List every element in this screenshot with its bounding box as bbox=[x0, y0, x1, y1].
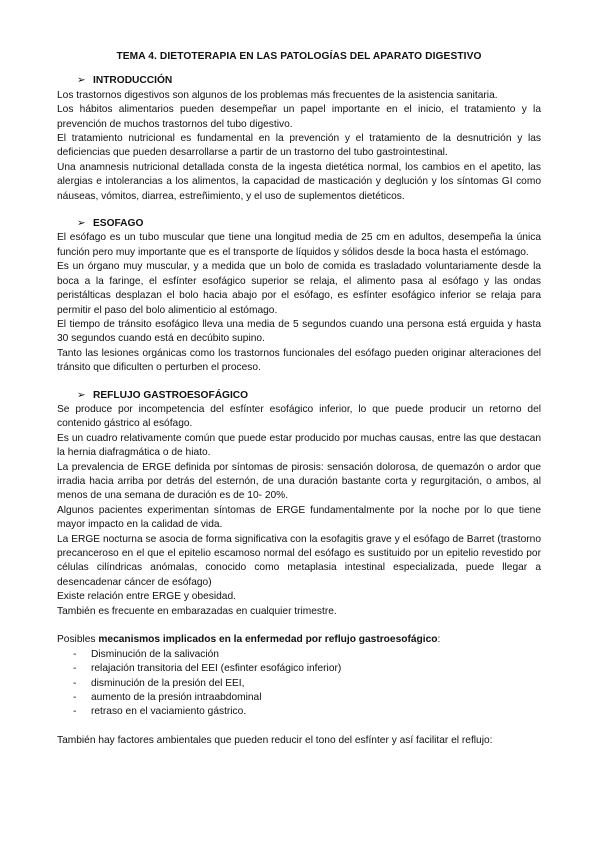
list-item: - Disminución de la salivación bbox=[73, 648, 541, 662]
paragraph: Es un cuadro relativamente común que puede estar producido por muchas causas, entre las que destacan la hernia diafragmática o de hiato. bbox=[57, 432, 541, 459]
paragraph: El esófago es un tubo muscular que tiene una longitud media de 25 cm en adultos, desempeña la única función pero muy importante que es el transporte de líquidos y sólidos desde la boca hasta el estómago. bbox=[57, 232, 541, 258]
page-title: TEMA 4. DIETOTERAPIA EN LAS PATOLOGÍAS DEL APARATO DIGESTIVO bbox=[116, 51, 482, 62]
paragraph: Existe relación entre ERGE y obesidad. bbox=[57, 591, 236, 603]
list-item: - disminución de la presión del EEI, bbox=[73, 677, 541, 691]
closing-paragraph: También hay factores ambientales que pueden reducir el tono del esfínter y así facilitar el reflujo: bbox=[57, 735, 493, 747]
paragraph: El tiempo de tránsito esofágico lleva una media de 5 segundos cuando una persona está erguida y hasta 30 segundos cuando está en decúbito supino. bbox=[57, 318, 541, 345]
document-page bbox=[57, 50, 541, 749]
section-heading-label: ESOFAGO bbox=[93, 218, 144, 230]
paragraph: Una anamnesis nutricional detallada consta de la ingesta dietética normal, los cambios en el apetito, las alergias e intolerancias a los alimentos, la capacidad de masticación y deglución y los síntomas GI como náuseas, vómitos, diarrea, estreñimiento, y el uso de suplementos dietéticos. bbox=[57, 161, 541, 202]
paragraph: También es frecuente en embarazadas en cualquier trimestre. bbox=[57, 605, 337, 617]
paragraph: Se produce por incompetencia del esfínter esofágico inferior, lo que puede producir un retorno del contenido gástrico al esófago. bbox=[57, 403, 541, 430]
mechanisms-intro-bold: mecanismos implicados en la enfermedad por reflujo gastroesofágico bbox=[98, 634, 438, 646]
mechanisms-intro: Posibles mecanismos implicados en la enfermedad por reflujo gastroesofágico: bbox=[57, 634, 441, 646]
paragraph: Tanto las lesiones orgánicas como los trastornos funcionales del esófago pueden originar alteraciones del tránsito que dificulten o perturben el proceso. bbox=[57, 347, 541, 374]
mechanisms-list bbox=[57, 648, 541, 720]
paragraph: La prevalencia de ERGE definida por síntomas de pirosis: sensación dolorosa, de quemazón o ardor que irradia hacia arriba por detrás del esternón, de una duración bastante corta y regurgitación, o ambos, al menos de una semana de duración es de 10- 20%. bbox=[57, 461, 541, 502]
paragraph: Los trastornos digestivos son algunos de los problemas más frecuentes de la asistencia sanitaria. bbox=[57, 89, 498, 101]
paragraph: Algunos pacientes experimentan síntomas de ERGE fundamentalmente por la noche por lo que tiene mayor impacto en la calidad de vida. bbox=[57, 504, 541, 531]
paragraph: El tratamiento nutricional es fundamental en la prevención y el tratamiento de la desnutrición y las deficiencias que pueden desarrollarse a partir de un trastorno del tubo gastrointestinal. bbox=[57, 133, 541, 159]
list-item: - aumento de la presión intraabdominal bbox=[73, 691, 541, 705]
paragraph: La ERGE nocturna se asocia de forma significativa con la esofagitis grave y el esófago de Barret (trastorno precanceroso en el que el epitelio escamoso normal del esófago es sustituido por un epitelio revestido por células cilíndricas anómalas, conocido como metaplasia intestinal especializada, puede llegar a desencadenar cáncer de esófago) bbox=[57, 533, 541, 588]
section-heading-reflujo bbox=[57, 389, 541, 403]
arrow-bullet-icon: ➢ bbox=[77, 75, 86, 87]
list-item: - retraso en el vaciamiento gástrico. bbox=[73, 705, 541, 719]
section-heading-esofago bbox=[57, 217, 541, 231]
arrow-bullet-icon: ➢ bbox=[77, 389, 86, 401]
arrow-bullet-icon: ➢ bbox=[77, 218, 86, 230]
paragraph: Los hábitos alimentarios pueden desempeñar un papel importante en el inicio, el tratamiento y la prevención de muchos trastornos del tubo digestivo. bbox=[57, 104, 541, 130]
section-heading-introduccion bbox=[57, 74, 541, 88]
paragraph: Es un órgano muy muscular, y a medida que un bolo de comida es trasladado voluntariamente desde la boca a la faringe, el esfínter esofágico superior se relaja, el alimento pasa al esófago y las ondas peristálticas desplazan el bolo hacia abajo por el esófago, es esfínter esofágico inferior se relaja para permitir el paso del bolo alimenticio al estómago. bbox=[57, 261, 541, 316]
section-heading-label: REFLUJO GASTROESOFÁGICO bbox=[93, 389, 249, 401]
list-item: - relajación transitoria del EEI (esfinter esofágico inferior) bbox=[73, 662, 541, 676]
section-heading-label: INTRODUCCIÓN bbox=[93, 75, 173, 87]
